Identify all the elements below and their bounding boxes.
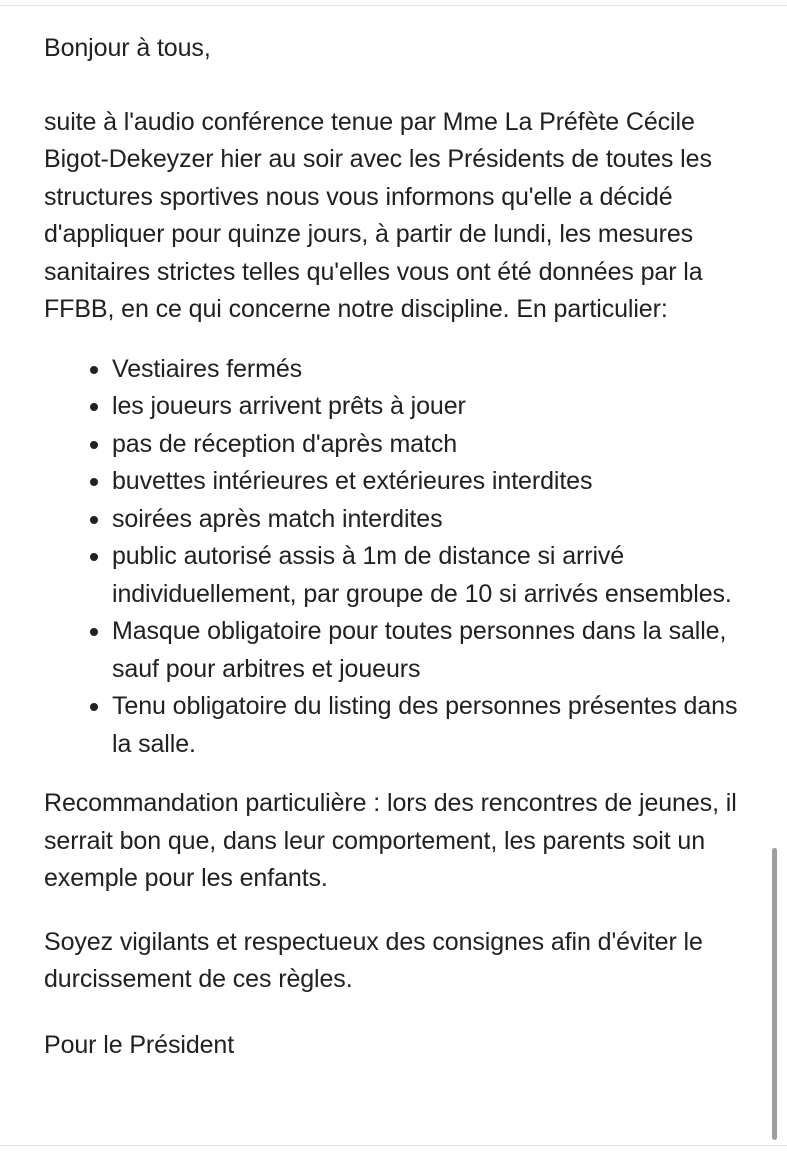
list-item [44, 501, 744, 539]
bullet-icon [90, 441, 98, 449]
vigilance-paragraph: Soyez vigilants et respectueux des consignes afin d'éviter le durcissement de ces règles. [44, 927, 703, 993]
greeting-text: Bonjour à tous, [44, 34, 211, 62]
bullet-icon [90, 553, 98, 561]
scrollbar[interactable] [772, 848, 777, 1140]
list-item-text: buvettes intérieures et extérieures interdites [112, 467, 593, 495]
bullet-icon [90, 366, 98, 374]
bottom-divider [0, 1145, 787, 1146]
list-item-text: public autorisé assis à 1m de distance si arrivé individuellement, par groupe de 10 si arrivés ensembles. [112, 542, 732, 608]
list-item-text: Vestiaires fermés [112, 354, 303, 383]
list-item-text: pas de réception d'après match [112, 429, 458, 458]
recommendation-paragraph: Recommandation particulière : lors des rencontres de jeunes, il serrait bon que, dans leur comportement, les parents soit un exemple pour les enfants. [44, 789, 737, 892]
bullet-icon [90, 403, 98, 411]
list-item [44, 613, 744, 688]
list-item [44, 538, 744, 613]
list-item [44, 688, 744, 763]
list-item-text: Tenu obligatoire du listing des personnes présentes dans la salle. [112, 692, 738, 758]
intro-paragraph: suite à l'audio conférence tenue par Mme La Préfète Cécile Bigot-Dekeyzer hier au soir avec les Présidents de toutes les structures sportives nous vous informons qu'elle a décidé d'appliquer pour quinze jours, à partir de lundi, les mesures sanitaires strictes telles qu'elles vous ont été données par la FFBB, en ce qui concerne notre discipline. En particulier: [44, 107, 712, 323]
list-item [44, 426, 744, 464]
bullet-icon [90, 628, 98, 636]
measures-list [44, 351, 744, 764]
list-item [44, 351, 744, 389]
list-item-text: les joueurs arrivent prêts à jouer [112, 392, 466, 420]
bullet-icon [90, 703, 98, 711]
list-item [44, 388, 744, 426]
list-item-text: soirées après match interdites [112, 504, 443, 533]
bullet-icon [90, 516, 98, 524]
list-item [44, 463, 744, 501]
top-divider [0, 5, 787, 6]
signature-text: Pour le Président [44, 1030, 235, 1059]
bullet-icon [90, 478, 98, 486]
list-item-text: Masque obligatoire pour toutes personnes dans la salle, sauf pour arbitres et joueurs [112, 617, 727, 683]
message-body [44, 30, 744, 1064]
